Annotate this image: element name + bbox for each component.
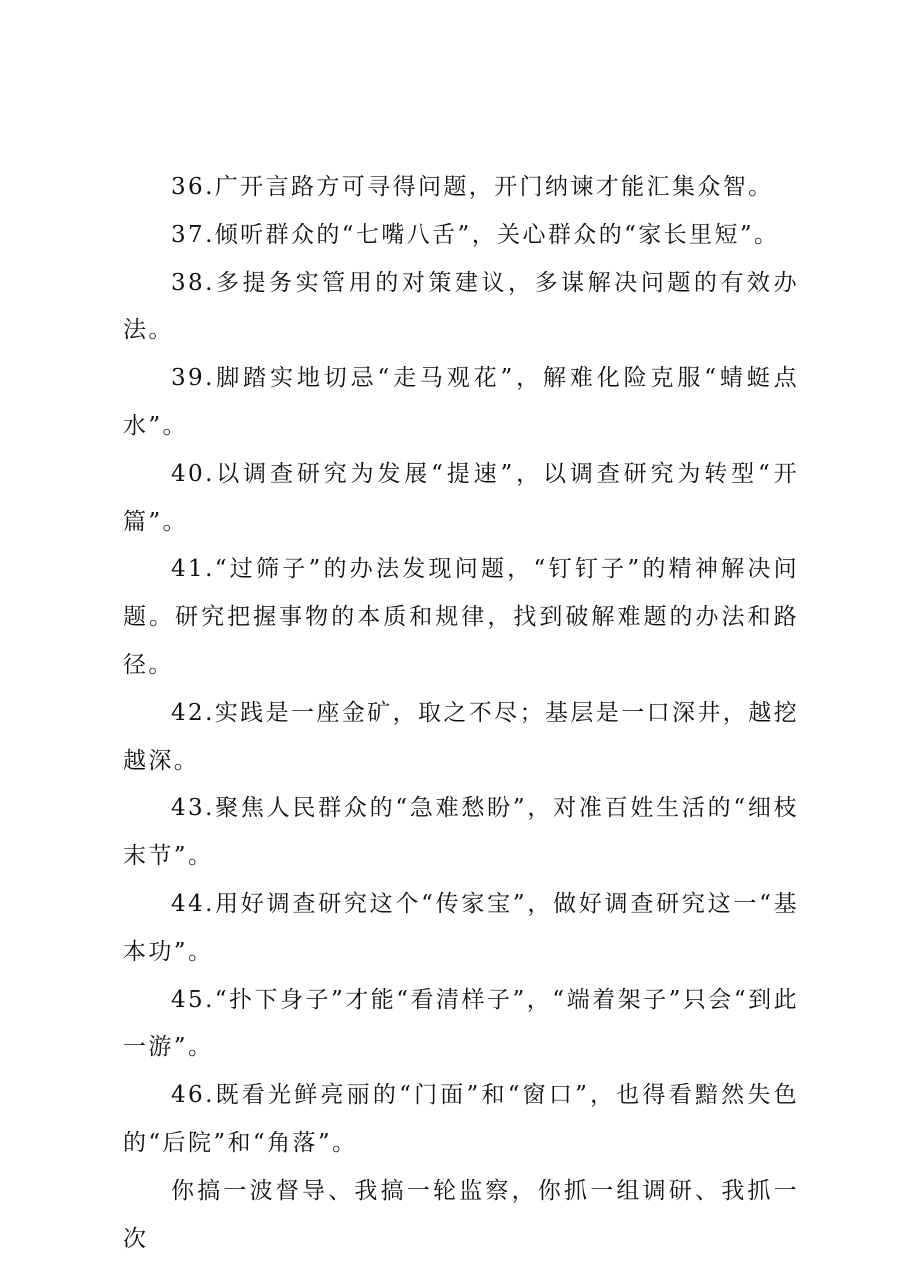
paragraph-38: 38.多提务实管用的对策建议，多谋解决问题的有效办法。: [123, 269, 799, 344]
paragraph-40: 40.以调查研究为发展“提速”，以调查研究为转型“开篇”。: [123, 460, 799, 535]
paragraph-43: 43.聚焦人民群众的“急难愁盼”，对准百姓生活的“细枝末节”。: [123, 795, 799, 870]
paragraph-continuation: 你搞一波督导、我搞一轮监察，你抓一组调研、我抓一次: [123, 1177, 799, 1252]
paragraph-44: 44.用好调查研究这个“传家宝”，做好调查研究这一“基本功”。: [123, 890, 799, 965]
paragraph-42: 42.实践是一座金矿，取之不尽；基层是一口深井，越挖越深。: [123, 699, 799, 774]
paragraph-46: 46.既看光鲜亮丽的“门面”和“窗口”，也得看黯然失色的“后院”和“角落”。: [123, 1082, 799, 1156]
paragraph-39: 39.脚踏实地切忌“走马观花”，解难化险克服“蜻蜓点水”。: [123, 365, 799, 439]
paragraph-36: 36.广开言路方可寻得问题，开门纳谏才能汇集众智。: [171, 174, 774, 200]
paragraph-41: 41.“过筛子”的办法发现问题，“钉钉子”的精神解决问题。研究把握事物的本质和规律，找到破解难题的办法和路径。: [123, 556, 799, 678]
paragraph-37: 37.倾听群众的“七嘴八舌”，关心群众的“家长里短”。: [171, 221, 780, 248]
paragraph-45: 45.“扑下身子”才能“看清样子”，“端着架子”只会“到此一游”。: [123, 986, 799, 1061]
document-body: [123, 164, 799, 1263]
